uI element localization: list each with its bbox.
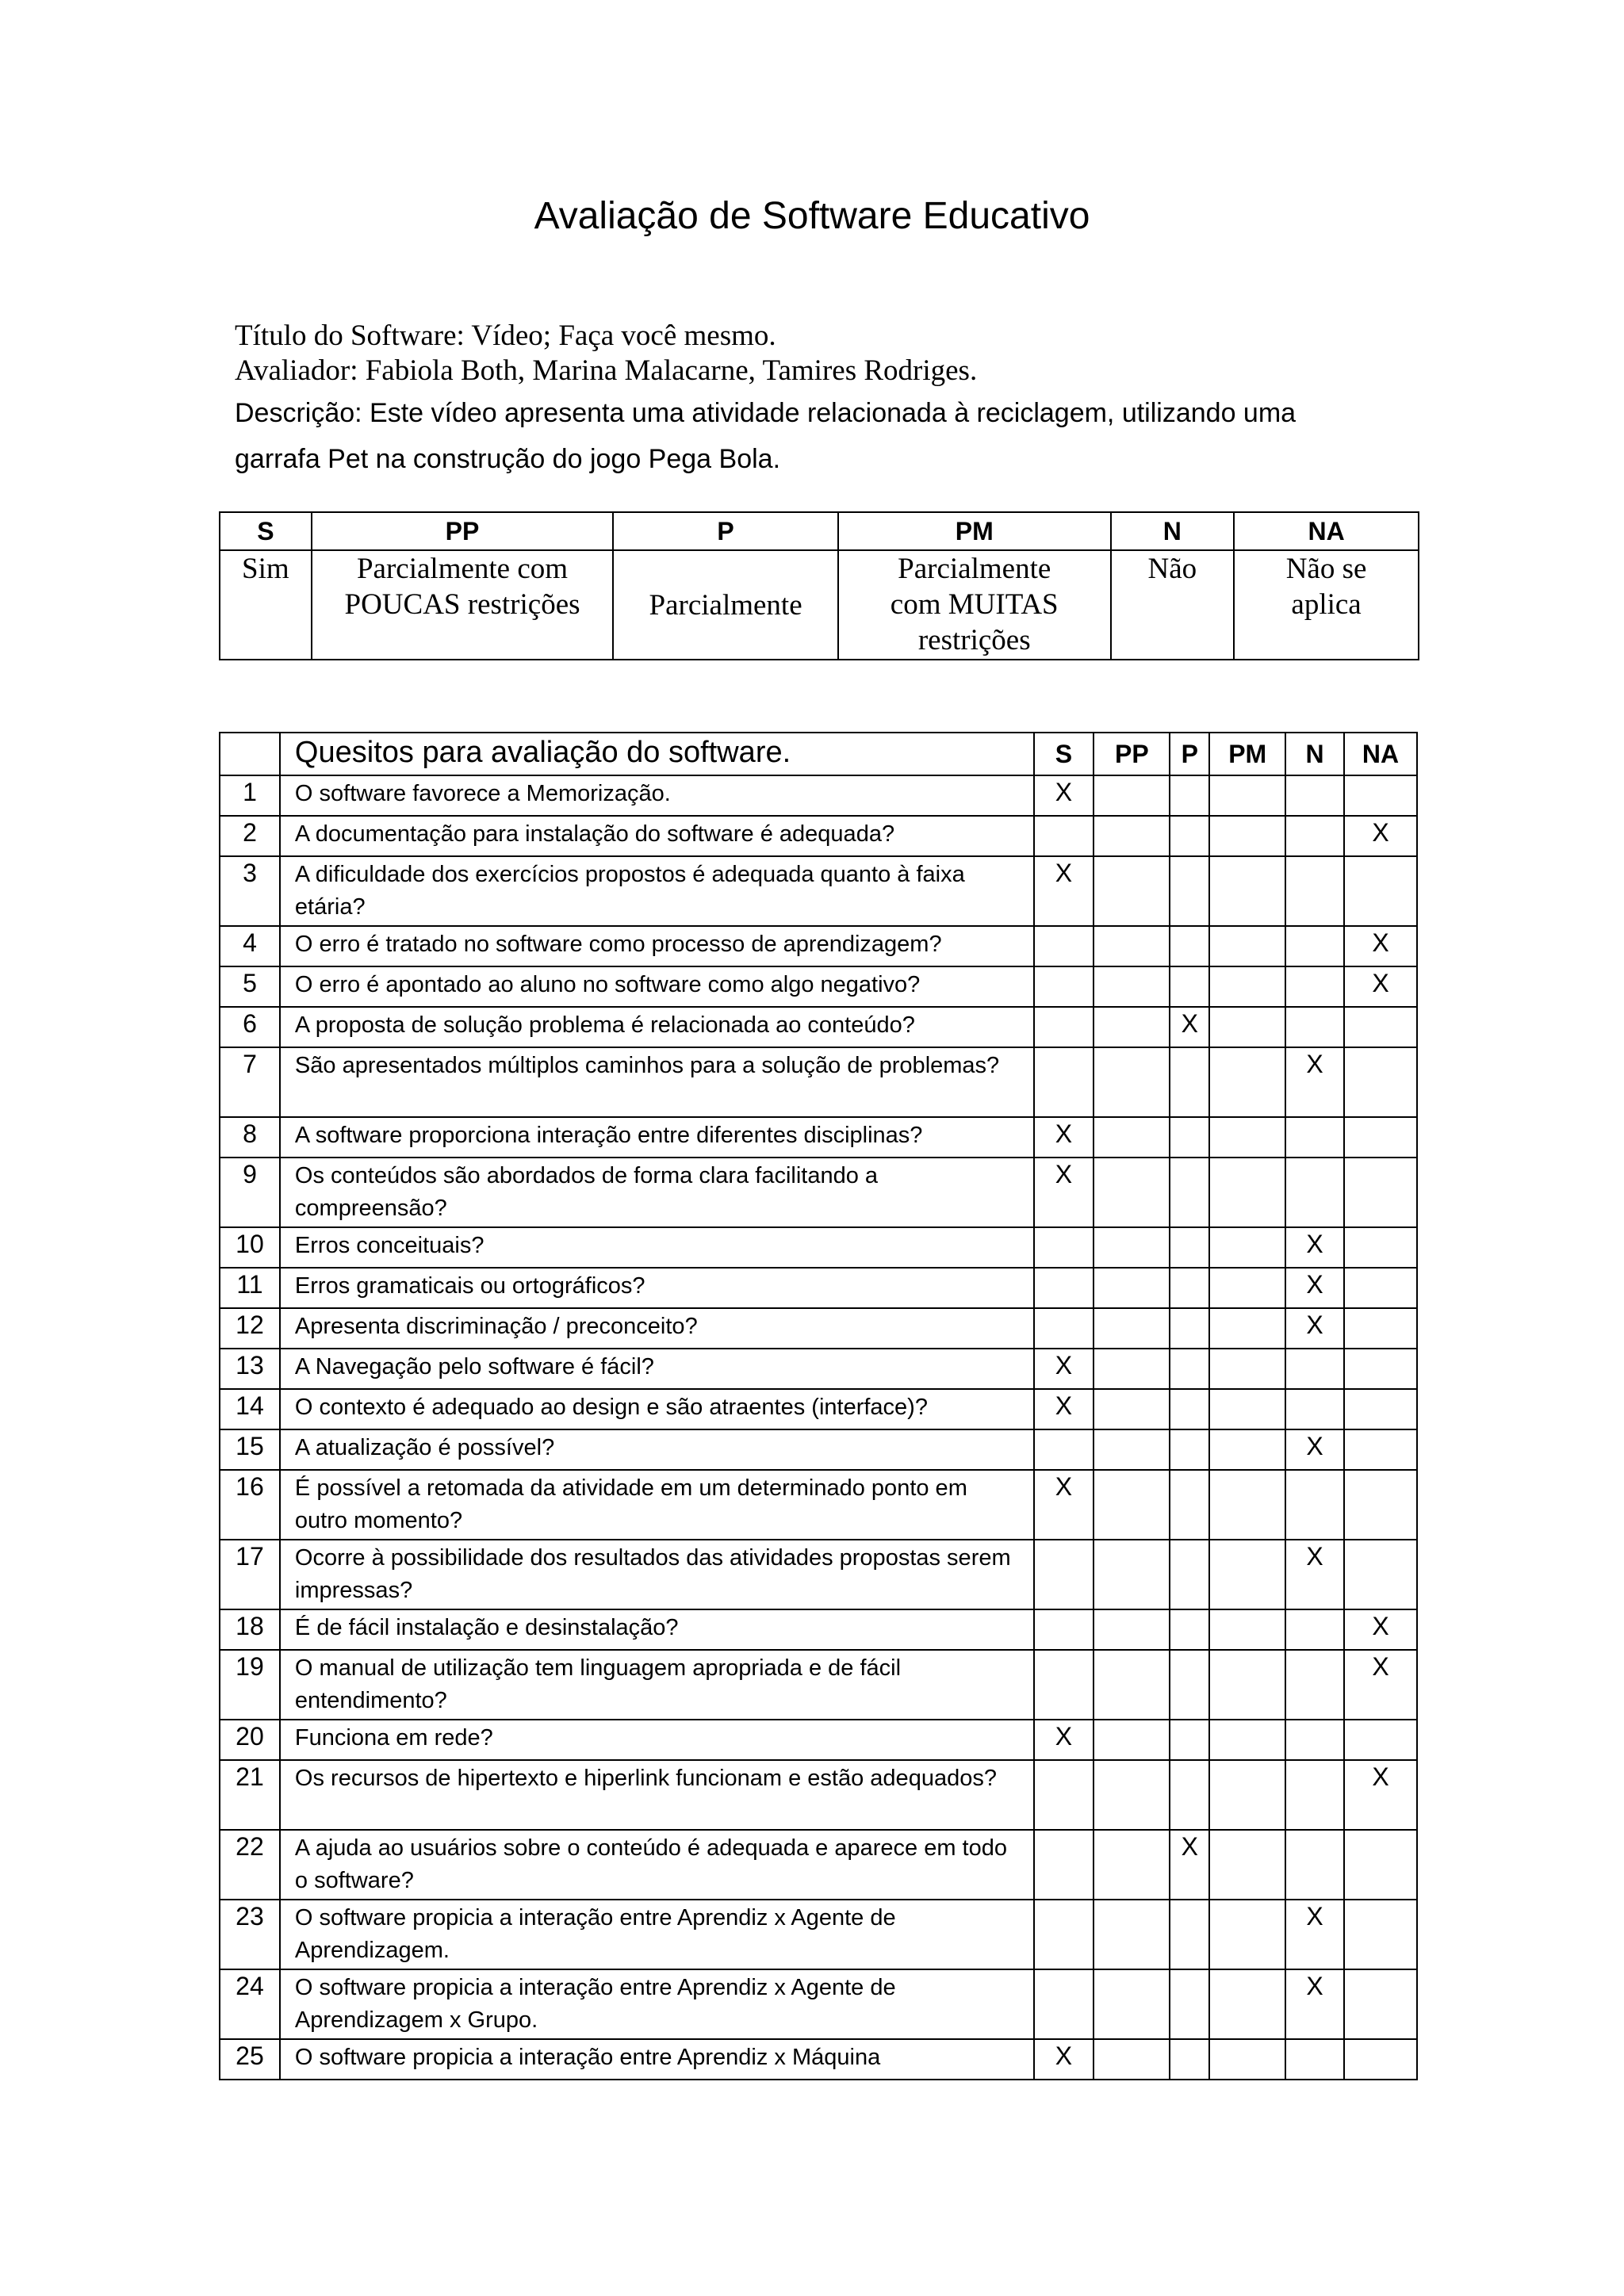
question-text: Ocorre à possibilidade dos resultados das atividades propostas serem impressas? [280,1540,1034,1609]
mark-cell-na [1344,2039,1417,2080]
question-text: O software propicia a interação entre Aprendiz x Agente de Aprendizagem x Grupo. [280,1969,1034,2039]
mark-cell-s [1034,966,1094,1007]
mark-cell-n: X [1285,1969,1344,2039]
mark-cell-p [1170,1227,1209,1268]
table-row [220,1308,1417,1349]
mark-cell-p [1170,966,1209,1007]
row-number: 4 [220,926,280,966]
mark-cell-pm [1209,1720,1285,1760]
question-text: Erros gramaticais ou ortográficos? [280,1268,1034,1308]
mark-cell-n [1285,926,1344,966]
mark-cell-s: X [1034,1117,1094,1158]
row-number: 23 [220,1900,280,1969]
row-number: 3 [220,856,280,926]
mark-cell-n [1285,1760,1344,1830]
mark-cell-n [1285,775,1344,816]
mark-cell-pm [1209,1900,1285,1969]
row-number: 18 [220,1609,280,1650]
header-number-cell [220,733,280,775]
mark-cell-na: X [1344,926,1417,966]
mark-cell-p [1170,926,1209,966]
mark-cell-pp [1094,1117,1170,1158]
mark-cell-pp [1094,1158,1170,1227]
mark-cell-pp [1094,856,1170,926]
question-text: A software proporciona interação entre diferentes disciplinas? [280,1117,1034,1158]
row-number: 24 [220,1969,280,2039]
header-na: NA [1344,733,1417,775]
row-number: 12 [220,1308,280,1349]
legend-header-s: S [220,512,312,550]
question-text: O erro é apontado ao aluno no software como algo negativo? [280,966,1034,1007]
description-line-2: garrafa Pet na construção do jogo Pega Bola. [235,444,781,474]
mark-cell-s [1034,816,1094,856]
table-row [220,775,1417,816]
mark-cell-n [1285,1720,1344,1760]
table-row [220,1720,1417,1760]
mark-cell-p [1170,1268,1209,1308]
mark-cell-pm [1209,1117,1285,1158]
table-row [220,926,1417,966]
mark-cell-p [1170,1047,1209,1117]
table-row [220,1540,1417,1609]
mark-cell-pp [1094,1429,1170,1470]
table-row [220,856,1417,926]
mark-cell-s: X [1034,1720,1094,1760]
header-n: N [1285,733,1344,775]
mark-cell-s [1034,1609,1094,1650]
row-number: 13 [220,1349,280,1389]
mark-cell-pp [1094,1969,1170,2039]
row-number: 1 [220,775,280,816]
question-text: A documentação para instalação do software é adequada? [280,816,1034,856]
mark-cell-n: X [1285,1308,1344,1349]
mark-cell-p [1170,1540,1209,1609]
mark-cell-s [1034,1268,1094,1308]
table-row [220,1760,1417,1830]
mark-cell-pp [1094,1349,1170,1389]
mark-cell-na [1344,1720,1417,1760]
table-row [220,1830,1417,1900]
mark-cell-n: X [1285,1227,1344,1268]
row-number: 21 [220,1760,280,1830]
mark-cell-n [1285,1830,1344,1900]
table-row [220,1470,1417,1540]
mark-cell-s [1034,1900,1094,1969]
mark-cell-p [1170,2039,1209,2080]
mark-cell-p: X [1170,1830,1209,1900]
mark-cell-s [1034,1540,1094,1609]
mark-cell-pm [1209,1540,1285,1609]
question-text: É de fácil instalação e desinstalação? [280,1609,1034,1650]
mark-cell-p [1170,1720,1209,1760]
mark-cell-s: X [1034,1158,1094,1227]
legend-meaning-pp: Parcialmente com POUCAS restrições [312,550,614,660]
table-row [220,1007,1417,1047]
mark-cell-s: X [1034,775,1094,816]
table-row [220,1650,1417,1720]
question-text: A Navegação pelo software é fácil? [280,1349,1034,1389]
legend-header-pm: PM [838,512,1111,550]
mark-cell-pm [1209,1268,1285,1308]
mark-cell-pm [1209,1830,1285,1900]
question-text: São apresentados múltiplos caminhos para a solução de problemas? [280,1047,1034,1117]
table-row [220,1227,1417,1268]
mark-cell-p [1170,1609,1209,1650]
mark-cell-pp [1094,1900,1170,1969]
mark-cell-pm [1209,966,1285,1007]
mark-cell-na [1344,1007,1417,1047]
mark-cell-n: X [1285,1540,1344,1609]
question-text: O software favorece a Memorização. [280,775,1034,816]
row-number: 9 [220,1158,280,1227]
legend-header-pp: PP [312,512,614,550]
mark-cell-pm [1209,1760,1285,1830]
mark-cell-s: X [1034,1389,1094,1429]
mark-cell-n [1285,816,1344,856]
table-row [220,1609,1417,1650]
mark-cell-pp [1094,1540,1170,1609]
description-line-1: Descrição: Este vídeo apresenta uma atividade relacionada à reciclagem, utilizando uma [235,398,1297,428]
mark-cell-na [1344,856,1417,926]
row-number: 22 [220,1830,280,1900]
mark-cell-pp [1094,1650,1170,1720]
mark-cell-pm [1209,926,1285,966]
table-row [220,1429,1417,1470]
mark-cell-na [1344,1540,1417,1609]
mark-cell-pp [1094,816,1170,856]
mark-cell-s [1034,1830,1094,1900]
table-row [220,1047,1417,1117]
mark-cell-na [1344,1268,1417,1308]
row-number: 6 [220,1007,280,1047]
mark-cell-s [1034,1429,1094,1470]
table-row [220,816,1417,856]
mark-cell-n [1285,1158,1344,1227]
page-title: Avaliação de Software Educativo [534,195,1090,237]
mark-cell-n: X [1285,1047,1344,1117]
legend-meaning-pm: Parcialmente com MUITAS restrições [838,550,1111,660]
mark-cell-s [1034,1047,1094,1117]
evaluation-table [219,732,1418,2080]
mark-cell-n [1285,1650,1344,1720]
table-row [220,966,1417,1007]
mark-cell-pm [1209,1349,1285,1389]
mark-cell-pm [1209,1158,1285,1227]
mark-cell-pp [1094,1007,1170,1047]
mark-cell-na [1344,1117,1417,1158]
question-text: A dificuldade dos exercícios propostos é adequada quanto à faixa etária? [280,856,1034,926]
mark-cell-pm [1209,1308,1285,1349]
mark-cell-pp [1094,1047,1170,1117]
header-pp: PP [1094,733,1170,775]
mark-cell-s [1034,926,1094,966]
mark-cell-pp [1094,1308,1170,1349]
mark-cell-n: X [1285,1429,1344,1470]
row-number: 8 [220,1117,280,1158]
mark-cell-pm [1209,856,1285,926]
mark-cell-na [1344,1429,1417,1470]
mark-cell-pp [1094,2039,1170,2080]
mark-cell-pp [1094,1389,1170,1429]
mark-cell-pp [1094,1760,1170,1830]
question-text: O contexto é adequado ao design e são atraentes (interface)? [280,1389,1034,1429]
evaluator-line: Avaliador: Fabiola Both, Marina Malacarne, Tamires Rodriges. [235,354,978,387]
mark-cell-na [1344,1227,1417,1268]
mark-cell-n [1285,2039,1344,2080]
mark-cell-n [1285,856,1344,926]
question-text: O software propicia a interação entre Aprendiz x Agente de Aprendizagem. [280,1900,1034,1969]
header-s: S [1034,733,1094,775]
software-title-line: Título do Software: Vídeo; Faça você mesmo. [235,320,776,352]
table-row [220,2039,1417,2080]
question-text: Funciona em rede? [280,1720,1034,1760]
mark-cell-pp [1094,1470,1170,1540]
mark-cell-p [1170,1969,1209,2039]
mark-cell-na [1344,1830,1417,1900]
mark-cell-p [1170,1429,1209,1470]
row-number: 25 [220,2039,280,2080]
mark-cell-pm [1209,2039,1285,2080]
mark-cell-n: X [1285,1900,1344,1969]
mark-cell-pm [1209,1227,1285,1268]
mark-cell-na: X [1344,1760,1417,1830]
table-row [220,1969,1417,2039]
row-number: 5 [220,966,280,1007]
table-row [220,1117,1417,1158]
mark-cell-s [1034,1650,1094,1720]
table-row [220,1900,1417,1969]
mark-cell-na [1344,1900,1417,1969]
mark-cell-p [1170,1900,1209,1969]
question-text: É possível a retomada da atividade em um determinado ponto em outro momento? [280,1470,1034,1540]
legend-header-na: NA [1234,512,1419,550]
mark-cell-n [1285,1007,1344,1047]
row-number: 14 [220,1389,280,1429]
mark-cell-p [1170,1308,1209,1349]
mark-cell-pm [1209,1389,1285,1429]
question-text: Os recursos de hipertexto e hiperlink funcionam e estão adequados? [280,1760,1034,1830]
mark-cell-s [1034,1760,1094,1830]
mark-cell-na: X [1344,1609,1417,1650]
legend-table [219,511,1419,660]
mark-cell-p [1170,856,1209,926]
mark-cell-p [1170,1349,1209,1389]
mark-cell-n [1285,1117,1344,1158]
mark-cell-pp [1094,926,1170,966]
mark-cell-p [1170,1650,1209,1720]
mark-cell-pm [1209,1609,1285,1650]
legend-meaning-p: Parcialmente [613,550,838,660]
mark-cell-pm [1209,1007,1285,1047]
header-p: P [1170,733,1209,775]
table-row [220,1389,1417,1429]
mark-cell-pm [1209,1047,1285,1117]
mark-cell-pp [1094,1720,1170,1760]
row-number: 2 [220,816,280,856]
mark-cell-n [1285,1609,1344,1650]
mark-cell-p [1170,1158,1209,1227]
mark-cell-s: X [1034,1349,1094,1389]
mark-cell-p [1170,1389,1209,1429]
mark-cell-na [1344,775,1417,816]
mark-cell-pp [1094,775,1170,816]
header-pm: PM [1209,733,1285,775]
mark-cell-p [1170,816,1209,856]
mark-cell-pm [1209,816,1285,856]
mark-cell-n: X [1285,1268,1344,1308]
row-number: 10 [220,1227,280,1268]
mark-cell-na [1344,1308,1417,1349]
mark-cell-s [1034,1007,1094,1047]
mark-cell-na [1344,1389,1417,1429]
question-text: Apresenta discriminação / preconceito? [280,1308,1034,1349]
mark-cell-s [1034,1969,1094,2039]
mark-cell-pm [1209,1470,1285,1540]
row-number: 16 [220,1470,280,1540]
mark-cell-na [1344,1047,1417,1117]
mark-cell-pp [1094,1268,1170,1308]
legend-meaning-na: Não se aplica [1234,550,1419,660]
mark-cell-na: X [1344,1650,1417,1720]
mark-cell-n [1285,1470,1344,1540]
legend-meaning-s: Sim [220,550,312,660]
table-row [220,1158,1417,1227]
mark-cell-pp [1094,966,1170,1007]
legend-meaning-n: Não [1111,550,1235,660]
legend-header-n: N [1111,512,1235,550]
row-number: 15 [220,1429,280,1470]
mark-cell-n [1285,1349,1344,1389]
question-text: Erros conceituais? [280,1227,1034,1268]
question-text: O software propicia a interação entre Aprendiz x Máquina [280,2039,1034,2080]
mark-cell-s [1034,1308,1094,1349]
question-text: A ajuda ao usuários sobre o conteúdo é adequada e aparece em todo o software? [280,1830,1034,1900]
table-row [220,1268,1417,1308]
question-text: O erro é tratado no software como processo de aprendizagem? [280,926,1034,966]
mark-cell-pp [1094,1227,1170,1268]
mark-cell-s [1034,1227,1094,1268]
table-row [220,1349,1417,1389]
mark-cell-pm [1209,775,1285,816]
mark-cell-pp [1094,1609,1170,1650]
legend-header-row [220,512,1419,550]
legend-meaning-row [220,550,1419,660]
mark-cell-n [1285,1389,1344,1429]
mark-cell-p [1170,775,1209,816]
row-number: 11 [220,1268,280,1308]
mark-cell-na: X [1344,816,1417,856]
mark-cell-pm [1209,1969,1285,2039]
legend-header-p: P [613,512,838,550]
mark-cell-p [1170,1470,1209,1540]
mark-cell-pm [1209,1650,1285,1720]
evaluation-header-row [220,733,1417,775]
question-text: Os conteúdos são abordados de forma clara facilitando a compreensão? [280,1158,1034,1227]
mark-cell-na [1344,1969,1417,2039]
mark-cell-pm [1209,1429,1285,1470]
mark-cell-na [1344,1470,1417,1540]
mark-cell-p [1170,1117,1209,1158]
question-text: A proposta de solução problema é relacionada ao conteúdo? [280,1007,1034,1047]
mark-cell-s: X [1034,2039,1094,2080]
question-text: A atualização é possível? [280,1429,1034,1470]
mark-cell-p [1170,1760,1209,1830]
question-text: O manual de utilização tem linguagem apropriada e de fácil entendimento? [280,1650,1034,1720]
row-number: 7 [220,1047,280,1117]
mark-cell-n [1285,966,1344,1007]
row-number: 19 [220,1650,280,1720]
row-number: 20 [220,1720,280,1760]
row-number: 17 [220,1540,280,1609]
mark-cell-s: X [1034,856,1094,926]
mark-cell-s: X [1034,1470,1094,1540]
mark-cell-pp [1094,1830,1170,1900]
mark-cell-p: X [1170,1007,1209,1047]
mark-cell-na [1344,1158,1417,1227]
mark-cell-na: X [1344,966,1417,1007]
mark-cell-na [1344,1349,1417,1389]
header-question: Quesitos para avaliação do software. [280,733,1034,775]
